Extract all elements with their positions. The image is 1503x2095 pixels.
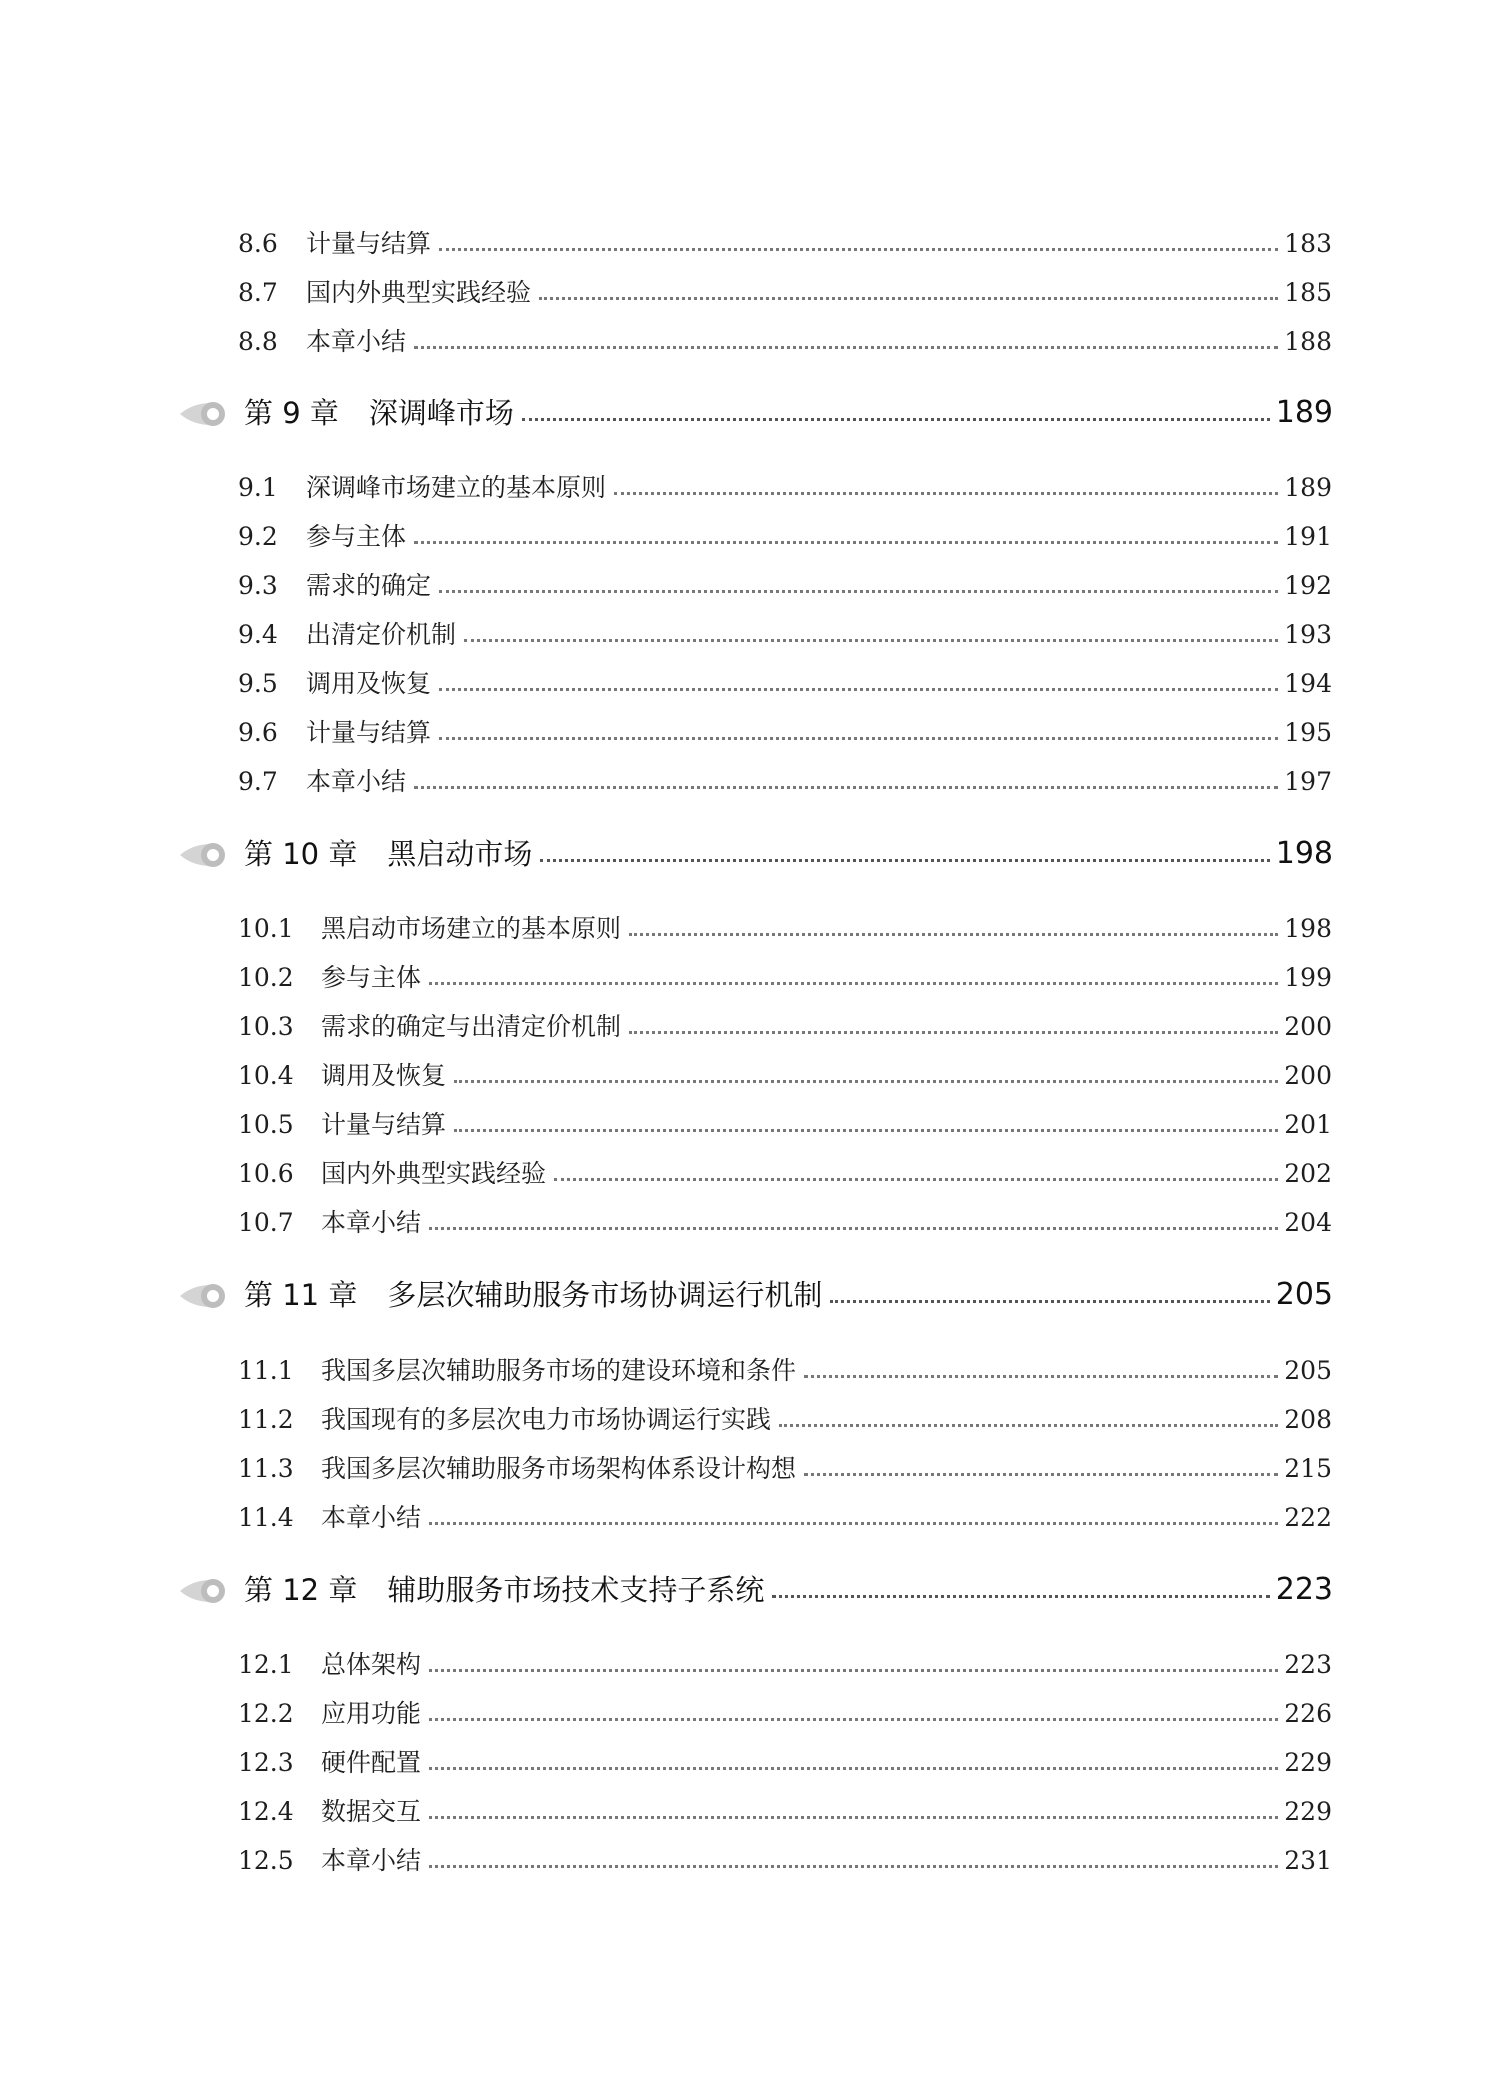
toc-chapter-entry[interactable] xyxy=(178,395,1333,431)
toc-section-entry[interactable] xyxy=(238,327,1332,357)
section-number: 9.3 xyxy=(238,571,278,600)
section-title: 国内外典型实践经验 xyxy=(321,1159,547,1188)
dot-leader xyxy=(429,1718,1278,1721)
page-number: 188 xyxy=(1284,327,1332,356)
dot-leader xyxy=(439,688,1278,691)
section-number: 9.4 xyxy=(238,620,278,649)
section-title: 我国多层次辅助服务市场架构体系设计构想 xyxy=(321,1454,797,1483)
toc-chapter-entry[interactable] xyxy=(178,1572,1333,1608)
toc-section-entry[interactable] xyxy=(238,522,1332,552)
dot-leader xyxy=(804,1473,1278,1476)
section-number: 9.7 xyxy=(238,767,278,796)
dot-leader xyxy=(429,1816,1278,1819)
toc-section-entry[interactable] xyxy=(238,1503,1332,1533)
chapter-marker-icon xyxy=(178,1281,228,1311)
page-number: 229 xyxy=(1284,1797,1332,1826)
page-number: 198 xyxy=(1284,914,1332,943)
chapter-label: 第 11 章 xyxy=(244,1278,358,1312)
dot-leader xyxy=(554,1178,1278,1181)
section-title: 调用及恢复 xyxy=(306,669,432,698)
toc-section-entry[interactable] xyxy=(238,473,1332,503)
dot-leader xyxy=(804,1375,1278,1378)
page-number: 205 xyxy=(1275,1277,1333,1312)
toc-chapter-entry[interactable] xyxy=(178,1277,1333,1313)
chapter-label: 第 9 章 xyxy=(244,396,339,430)
page-number: 223 xyxy=(1275,1572,1333,1607)
page-number: 192 xyxy=(1284,571,1332,600)
toc-section-entry[interactable] xyxy=(238,278,1332,308)
section-title: 计量与结算 xyxy=(306,229,432,258)
section-number: 8.7 xyxy=(238,278,278,307)
dot-leader xyxy=(629,933,1278,936)
dot-leader xyxy=(464,639,1278,642)
chapter-title: 辅助服务市场技术支持子系统 xyxy=(387,1573,765,1607)
section-title: 深调峰市场建立的基本原则 xyxy=(306,473,607,502)
toc-section-entry[interactable] xyxy=(238,669,1332,699)
toc-section-entry[interactable] xyxy=(238,1405,1332,1435)
section-title: 参与主体 xyxy=(321,963,422,992)
section-title: 本章小结 xyxy=(306,327,407,356)
section-number: 10.1 xyxy=(238,914,294,943)
toc-section-entry[interactable] xyxy=(238,1110,1332,1140)
section-title: 我国多层次辅助服务市场的建设环境和条件 xyxy=(321,1356,797,1385)
chapter-label: 第 10 章 xyxy=(244,837,358,871)
dot-leader xyxy=(439,590,1278,593)
page-number: 200 xyxy=(1284,1061,1332,1090)
page-number: 204 xyxy=(1284,1208,1332,1237)
section-title: 硬件配置 xyxy=(321,1748,422,1777)
page-number: 208 xyxy=(1284,1405,1332,1434)
page-number: 191 xyxy=(1284,522,1332,551)
section-title: 数据交互 xyxy=(321,1797,422,1826)
section-number: 10.5 xyxy=(238,1110,294,1139)
page-number: 183 xyxy=(1284,229,1332,258)
toc-section-entry[interactable] xyxy=(238,571,1332,601)
toc-section-entry[interactable] xyxy=(238,229,1332,259)
dot-leader xyxy=(614,492,1278,495)
toc-chapter-entry[interactable] xyxy=(178,836,1333,872)
dot-leader xyxy=(779,1424,1278,1427)
dot-leader xyxy=(772,1595,1269,1598)
dot-leader xyxy=(522,418,1270,421)
section-number: 9.6 xyxy=(238,718,278,747)
toc-section-entry[interactable] xyxy=(238,963,1332,993)
section-title: 本章小结 xyxy=(321,1208,422,1237)
dot-leader xyxy=(830,1300,1269,1303)
dot-leader xyxy=(414,541,1278,544)
toc-section-entry[interactable] xyxy=(238,1699,1332,1729)
section-title: 本章小结 xyxy=(321,1846,422,1875)
section-title: 本章小结 xyxy=(321,1503,422,1532)
page-number: 226 xyxy=(1284,1699,1332,1728)
chapter-title: 深调峰市场 xyxy=(368,396,514,430)
page-number: 194 xyxy=(1284,669,1332,698)
chapter-marker-icon xyxy=(178,840,228,870)
section-number: 12.5 xyxy=(238,1846,294,1875)
section-number: 11.2 xyxy=(238,1405,294,1434)
dot-leader xyxy=(429,982,1278,985)
dot-leader xyxy=(439,248,1278,251)
section-title: 调用及恢复 xyxy=(321,1061,447,1090)
section-number: 12.1 xyxy=(238,1650,294,1679)
section-title: 国内外典型实践经验 xyxy=(306,278,532,307)
page-number: 193 xyxy=(1284,620,1332,649)
section-number: 8.6 xyxy=(238,229,278,258)
section-number: 9.5 xyxy=(238,669,278,698)
toc-section-entry[interactable] xyxy=(238,1797,1332,1827)
toc-section-entry[interactable] xyxy=(238,718,1332,748)
chapter-title: 黑启动市场 xyxy=(387,837,533,871)
dot-leader xyxy=(454,1129,1278,1132)
section-title: 本章小结 xyxy=(306,767,407,796)
page-number: 185 xyxy=(1284,278,1332,307)
section-title: 总体架构 xyxy=(321,1650,422,1679)
toc-section-entry[interactable] xyxy=(238,1208,1332,1238)
chapter-label: 第 12 章 xyxy=(244,1573,358,1607)
page-number: 199 xyxy=(1284,963,1332,992)
section-number: 10.7 xyxy=(238,1208,294,1237)
page-number: 195 xyxy=(1284,718,1332,747)
section-title: 参与主体 xyxy=(306,522,407,551)
section-title: 出清定价机制 xyxy=(306,620,457,649)
section-number: 10.3 xyxy=(238,1012,294,1041)
page-number: 189 xyxy=(1284,473,1332,502)
section-number: 12.2 xyxy=(238,1699,294,1728)
page-number: 197 xyxy=(1284,767,1332,796)
dot-leader xyxy=(429,1767,1278,1770)
toc-section-entry[interactable] xyxy=(238,1454,1332,1484)
toc-section-entry[interactable] xyxy=(238,620,1332,650)
section-number: 10.6 xyxy=(238,1159,294,1188)
page-number: 222 xyxy=(1284,1503,1332,1532)
dot-leader xyxy=(429,1865,1278,1868)
section-number: 9.2 xyxy=(238,522,278,551)
section-number: 9.1 xyxy=(238,473,278,502)
section-number: 11.4 xyxy=(238,1503,294,1532)
page-number: 189 xyxy=(1275,395,1333,430)
section-number: 11.3 xyxy=(238,1454,294,1483)
toc-section-entry[interactable] xyxy=(238,1846,1332,1876)
dot-leader xyxy=(629,1031,1278,1034)
chapter-marker-icon xyxy=(178,1576,228,1606)
section-title: 计量与结算 xyxy=(321,1110,447,1139)
page-number: 200 xyxy=(1284,1012,1332,1041)
toc-section-entry[interactable] xyxy=(238,1061,1332,1091)
section-number: 8.8 xyxy=(238,327,278,356)
dot-leader xyxy=(414,786,1278,789)
section-number: 12.3 xyxy=(238,1748,294,1777)
section-number: 12.4 xyxy=(238,1797,294,1826)
section-number: 10.2 xyxy=(238,963,294,992)
dot-leader xyxy=(540,859,1269,862)
section-number: 11.1 xyxy=(238,1356,294,1385)
page-number: 231 xyxy=(1284,1846,1332,1875)
page-number: 205 xyxy=(1284,1356,1332,1385)
toc-section-entry[interactable] xyxy=(238,1356,1332,1386)
section-title: 黑启动市场建立的基本原则 xyxy=(321,914,622,943)
dot-leader xyxy=(539,297,1278,300)
dot-leader xyxy=(429,1669,1278,1672)
toc-section-entry[interactable] xyxy=(238,1748,1332,1778)
section-number: 10.4 xyxy=(238,1061,294,1090)
chapter-title: 多层次辅助服务市场协调运行机制 xyxy=(387,1278,823,1312)
dot-leader xyxy=(429,1227,1278,1230)
toc-section-entry[interactable] xyxy=(238,1650,1332,1680)
toc-section-entry[interactable] xyxy=(238,914,1332,944)
section-title: 需求的确定与出清定价机制 xyxy=(321,1012,622,1041)
dot-leader xyxy=(414,346,1278,349)
toc-section-entry[interactable] xyxy=(238,767,1332,797)
toc-section-entry[interactable] xyxy=(238,1159,1332,1189)
page-number: 223 xyxy=(1284,1650,1332,1679)
section-title: 计量与结算 xyxy=(306,718,432,747)
section-title: 我国现有的多层次电力市场协调运行实践 xyxy=(321,1405,772,1434)
dot-leader xyxy=(429,1522,1278,1525)
toc-section-entry[interactable] xyxy=(238,1012,1332,1042)
dot-leader xyxy=(454,1080,1278,1083)
page-number: 201 xyxy=(1284,1110,1332,1139)
page-number: 215 xyxy=(1284,1454,1332,1483)
chapter-marker-icon xyxy=(178,399,228,429)
dot-leader xyxy=(439,737,1278,740)
section-title: 需求的确定 xyxy=(306,571,432,600)
section-title: 应用功能 xyxy=(321,1699,422,1728)
page-number: 202 xyxy=(1284,1159,1332,1188)
page-number: 229 xyxy=(1284,1748,1332,1777)
page-number: 198 xyxy=(1275,836,1333,871)
